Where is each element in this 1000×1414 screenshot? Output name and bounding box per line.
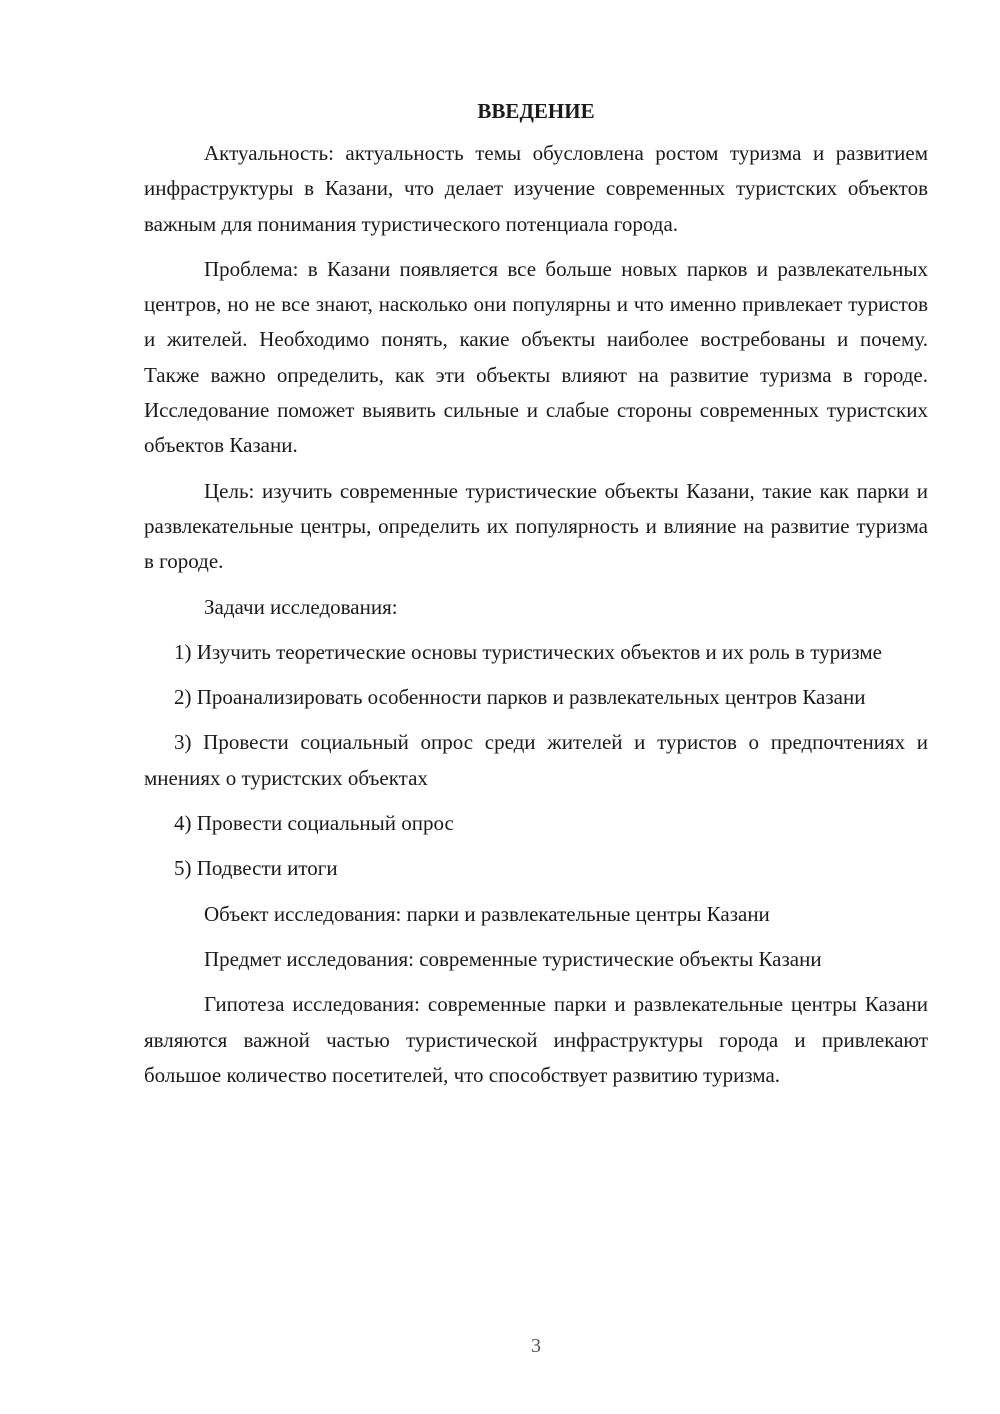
tasks-heading: Задачи исследования: — [204, 594, 398, 619]
page-number: 3 — [531, 1335, 541, 1357]
paragraph-subject: Предмет исследования: современные туристические объекты Казани — [204, 946, 822, 971]
section-title: ВВЕДЕНИЕ — [477, 99, 595, 123]
paragraph-relevance: Актуальность: актуальность темы обусловлена ростом туризма и развитием инфраструктуры в Казани, что делает изучение современных туристских объектов важным для понимания туристического потенциала города. — [144, 141, 928, 236]
list-item: 1) Изучить теоретические основы туристических объектов и их роль в туризме — [174, 639, 882, 664]
tasks-list — [144, 635, 928, 887]
list-item: 2) Проанализировать особенности парков и развлекательных центров Казани — [174, 685, 866, 710]
list-item: 3) Провести социальный опрос среди жителей и туристов о предпочтениях и мнениях о туристских объектах — [144, 730, 928, 790]
paragraph-hypothesis: Гипотеза исследования: современные парки и развлекательные центры Казани являются важной частью туристической инфраструктуры города и привлекают большое количество посетителей, что способствует развитию туризма. — [144, 992, 928, 1087]
list-item: 5) Подвести итоги — [174, 856, 338, 881]
list-item: 4) Провести социальный опрос — [174, 811, 454, 836]
paragraph-problem: Проблема: в Казани появляется все больше новых парков и развлекательных центров, но не все знают, насколько они популярны и что именно привлекает туристов и жителей. Необходимо понять, какие объекты наиболее востребованы и почему. Также важно определить, как эти объекты влияют на развитие туризма в городе. Исследование поможет выявить сильные и слабые стороны современных туристских объектов Казани. — [144, 256, 928, 458]
paragraph-object: Объект исследования: парки и развлекательные центры Казани — [204, 901, 770, 926]
document-body — [144, 96, 928, 1103]
paragraph-goal: Цель: изучить современные туристические объекты Казани, такие как парки и развлекательные центры, определить их популярность и влияние на развитие туризма в городе. — [144, 478, 928, 574]
